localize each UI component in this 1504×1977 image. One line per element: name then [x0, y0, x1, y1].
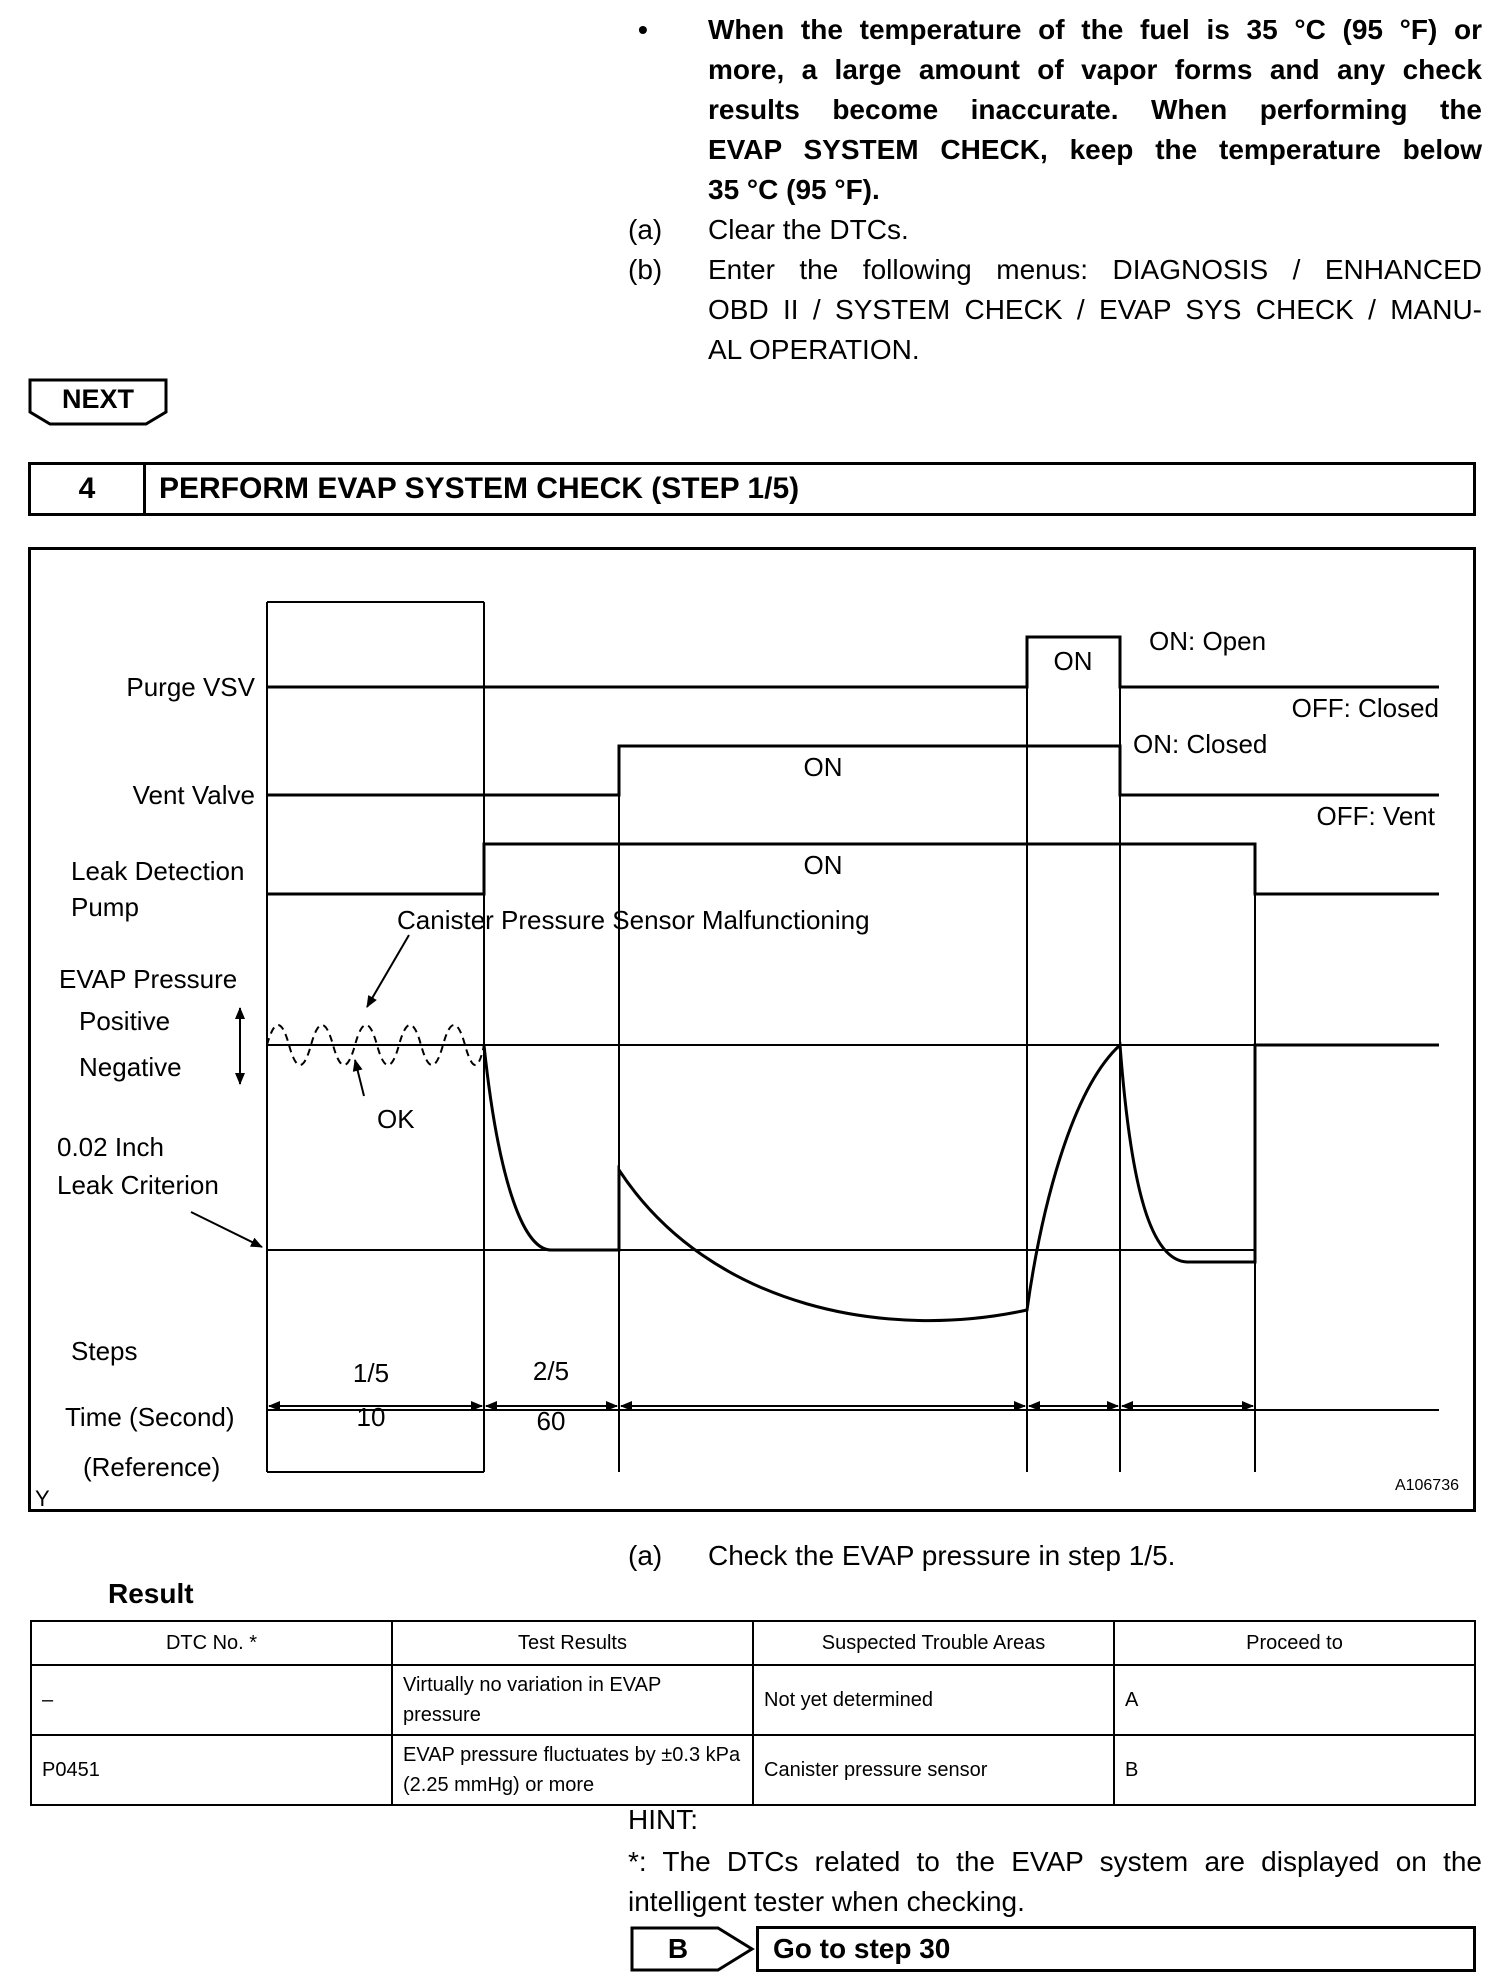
section-header: [28, 462, 1476, 516]
label-leak-criterion-1: 0.02 Inch: [57, 1132, 164, 1162]
caution-text: [708, 10, 1482, 210]
vent-on-state: ON: Closed: [1133, 729, 1268, 759]
step-b-marker: (b): [628, 254, 663, 285]
evap-pressure-curve: [484, 1045, 1439, 1321]
caution-line: 35 °C (95 °F).: [708, 174, 880, 205]
col-test: Test Results: [392, 1621, 753, 1665]
timing-diagram: [28, 547, 1476, 1512]
cell-test: EVAP pressure fluctuates by ±0.3 kPa (2.25 mmHg) or more: [392, 1735, 753, 1805]
check-text: Check the EVAP pressure in step 1/5.: [708, 1540, 1176, 1571]
col-area: Suspected Trouble Areas: [753, 1621, 1114, 1665]
leak-pump-signal: [267, 844, 1439, 894]
cell-proceed: B: [1114, 1735, 1475, 1805]
hint-text: [628, 1842, 1482, 1922]
label-negative: Negative: [79, 1052, 182, 1082]
label-leak-pump-1: Leak Detection: [71, 856, 245, 886]
purge-off-state: OFF: Closed: [1291, 693, 1439, 723]
cell-dtc: P0451: [31, 1735, 392, 1805]
time-label-1: 10: [356, 1402, 386, 1432]
caution-line: EVAP SYSTEM CHECK, keep the temperature below: [708, 134, 1482, 165]
goto-text: Go to step 30: [773, 1933, 951, 1964]
label-steps: Steps: [71, 1336, 138, 1366]
pump-on-label: ON: [803, 850, 843, 880]
purge-on-label: ON: [1053, 646, 1093, 676]
result-table: [30, 1620, 1476, 1806]
label-leak-pump-2: Pump: [71, 892, 139, 922]
cell-proceed: A: [1114, 1665, 1475, 1735]
ok-label: OK: [377, 1104, 415, 1134]
section-title: PERFORM EVAP SYSTEM CHECK (STEP 1/5): [159, 472, 800, 505]
check-marker: (a): [628, 1540, 663, 1571]
hint-line: *: The DTCs related to the EVAP system are displayed on the: [628, 1846, 1482, 1877]
label-positive: Positive: [79, 1006, 171, 1036]
result-heading: Result: [108, 1578, 194, 1609]
col-proceed: Proceed to: [1114, 1621, 1475, 1665]
step-b-line: OBD II / SYSTEM CHECK / EVAP SYS CHECK / MANU-: [708, 294, 1482, 325]
step-boundary-lines: [267, 602, 1255, 1472]
step-b-line: AL OPERATION.: [708, 334, 920, 365]
step-b-line: Enter the following menus: DIAGNOSIS / ENHANCED: [708, 254, 1482, 285]
step-b-text: [708, 250, 1482, 370]
goto-code-tag: [630, 1926, 756, 1972]
caution-line: more, a large amount of vapor forms and any check: [708, 54, 1482, 85]
label-time: Time (Second): [65, 1402, 235, 1432]
cell-area: Not yet determined: [753, 1665, 1114, 1735]
hint-label: HINT:: [628, 1804, 698, 1835]
table-row: [31, 1735, 1475, 1805]
figure-id: A106736: [1394, 1477, 1459, 1494]
step-a-marker: (a): [628, 214, 663, 245]
table-row: [31, 1665, 1475, 1735]
goto-box: [756, 1926, 1476, 1972]
step-a-text: Clear the DTCs.: [708, 214, 909, 245]
cell-area: Canister pressure sensor: [753, 1735, 1114, 1805]
time-label-2: 60: [536, 1406, 566, 1436]
caution-line: results become inaccurate. When performing the: [708, 94, 1482, 125]
vent-off-state: OFF: Vent: [1316, 801, 1435, 831]
timing-diagram-svg: [31, 550, 1473, 1509]
next-label: NEXT: [61, 384, 134, 414]
hint-line: intelligent tester when checking.: [628, 1886, 1025, 1917]
label-vent-valve: Vent Valve: [132, 780, 255, 810]
next-tag: [28, 378, 168, 428]
label-leak-criterion-2: Leak Criterion: [57, 1170, 219, 1200]
table-header-row: [31, 1621, 1475, 1665]
label-corner: Y: [35, 1486, 50, 1509]
col-dtc: DTC No. *: [31, 1621, 392, 1665]
cell-test: Virtually no variation in EVAP pressure: [392, 1665, 753, 1735]
vent-on-label: ON: [803, 752, 843, 782]
cell-dtc: –: [31, 1665, 392, 1735]
caution-bullet: •: [638, 14, 648, 45]
caution-line: When the temperature of the fuel is 35 °C (95 °F) or: [708, 14, 1482, 45]
step-label-2: 2/5: [532, 1356, 570, 1386]
purge-on-state: ON: Open: [1149, 626, 1267, 656]
goto-code: B: [667, 1933, 689, 1964]
label-purge-vsv: Purge VSV: [126, 672, 255, 702]
malfunction-label: Canister Pressure Sensor Malfunctioning: [397, 905, 870, 935]
label-reference: (Reference): [83, 1452, 221, 1482]
section-number: 4: [31, 465, 146, 513]
step-label-1: 1/5: [352, 1358, 390, 1388]
label-evap-pressure: EVAP Pressure: [59, 964, 238, 994]
